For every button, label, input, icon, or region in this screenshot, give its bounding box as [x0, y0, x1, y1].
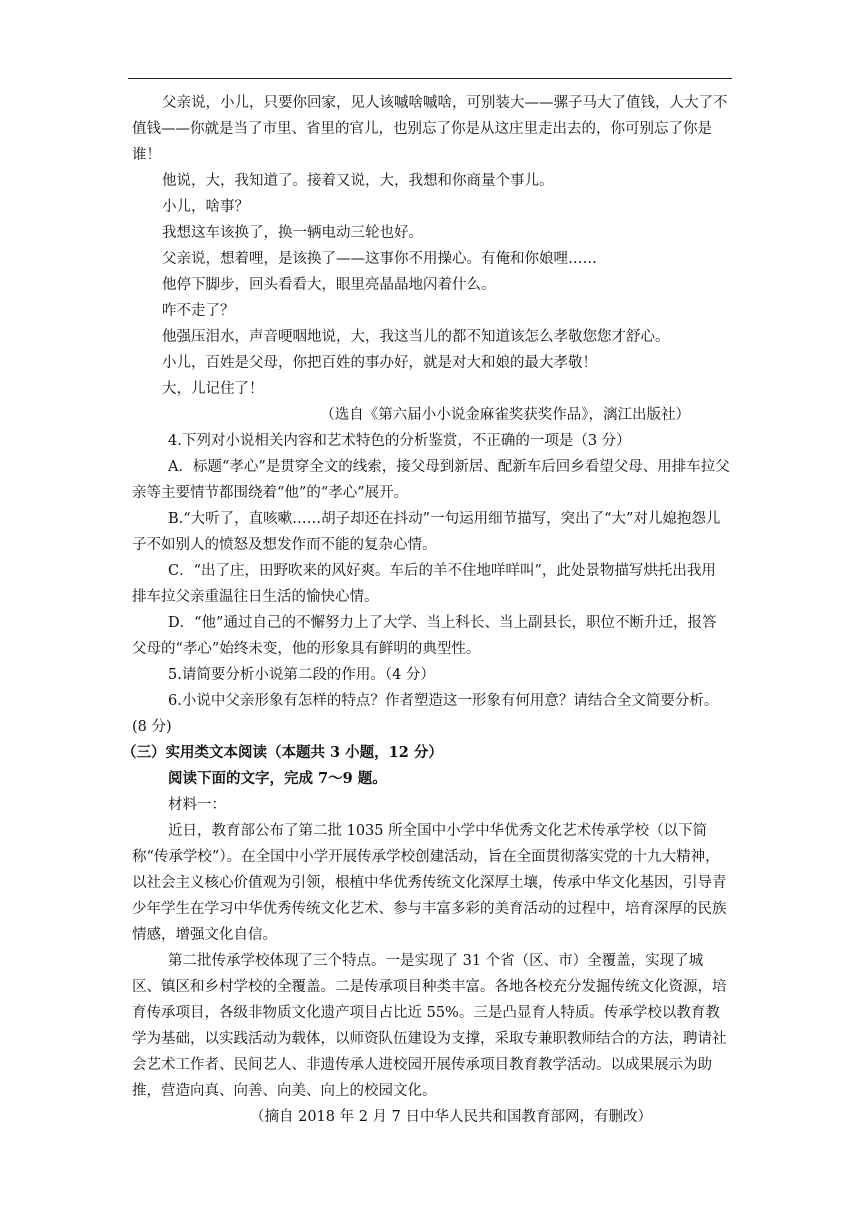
story-paragraph: 他说，大，我知道了。接着又说，大，我想和你商量个事儿。 — [162, 173, 554, 189]
question-4-option-a: A．标题“孝心”是贯穿全文的线索，接父母到新居、配新车后回乡看望父母、用排车拉父亲等主要情节都围绕着“他”的“孝心”展开。 — [132, 459, 730, 501]
story-paragraph: 小儿，百姓是父母，你把百姓的事办好，就是对大和娘的最大孝敬！ — [162, 355, 597, 371]
story-paragraph: 他停下脚步，回头看看大，眼里亮晶晶地闪着什么。 — [162, 277, 496, 293]
story-paragraph: 小儿，啥事？ — [162, 199, 249, 215]
document-page — [122, 90, 730, 1130]
material-source: （摘自 2018 年 2 月 7 日中华人民共和国教育部网，有删改） — [249, 1109, 652, 1125]
story-paragraph: 父亲说，小儿，只要你回家，见人该嘁啥嘁啥，可别装大——骡子马大了值钱，人大了不值钱——你就是当了市里、省里的官儿，也别忘了你是从这庄里走出去的，你可别忘了你是谁！ — [132, 95, 728, 163]
header-rule — [128, 78, 732, 79]
question-5: 5.请简要分析小说第二段的作用。（4 分） — [168, 667, 435, 683]
story-paragraph: 我想这车该换了，换一辆电动三轮也好。 — [162, 225, 423, 241]
question-6: 6.小说中父亲形象有怎样的特点？作者塑造这一形象有何用意？请结合全文简要分析。(8 分) — [132, 693, 719, 735]
section-3-heading: （三）实用类文本阅读（本题共 3 小题，12 分） — [122, 744, 443, 761]
question-4-stem: 4.下列对小说相关内容和艺术特色的分析鉴赏，不正确的一项是（3 分） — [168, 433, 631, 449]
story-paragraph: 大，儿记住了！ — [162, 381, 264, 397]
question-4-option-c: C．“出了庄，田野吹来的风好爽。车后的羊不住地咩咩叫”，此处景物描写烘托出我用排车拉父亲重温往日生活的愉快心情。 — [132, 563, 716, 605]
story-source: （选自《第六届小小说金麻雀奖获奖作品》，漓江出版社） — [320, 407, 690, 423]
story-paragraph: 他强压泪水，声音哽咽地说，大，我这当儿的都不知道该怎么孝敬您您才舒心。 — [162, 329, 670, 345]
material-label: 材料一： — [168, 797, 226, 813]
question-4-option-b: B.“大听了，直咳嗽……胡子却还在抖动”一句运用细节描写，突出了“大”对儿媳抱怨儿子不如别人的愤怒及想发作而不能的复杂心情。 — [132, 511, 721, 553]
section-3-instruction: 阅读下面的文字，完成 7～9 题。 — [168, 770, 387, 787]
question-4-option-d: D．“他”通过自己的不懈努力上了大学、当上科长、当上副县长，职位不断升迁，报答父母的“孝心”始终未变，他的形象具有鲜明的典型性。 — [132, 615, 717, 657]
story-paragraph: 父亲说，想着哩，是该换了——这事你不用操心。有俺和你娘哩…… — [162, 251, 597, 267]
material-paragraph: 第二批传承学校体现了三个特点。一是实现了 31 个省（区、市）全覆盖，实现了城区、镇区和乡村学校的全覆盖。二是传承项目种类丰富。各地各校充分发掘传统文化资源，培育传承项目，各级非物质文化遗产项目占比近 55%。三是凸显育人特质。传承学校以教育教学为基础，以实践活动为载体，以师资队伍建设为支撑，采取专兼职教师结合的方法，聘请社会艺术工作者、民间艺人、非遗传承人进校园开展传承项目教育教学活动。以成果展示为助推，营造向真、向善、向美、向上的校园文化。 — [132, 953, 727, 1099]
material-paragraph: 近日，教育部公布了第二批 1035 所全国中小学中华优秀文化艺术传承学校（以下简称“传承学校”）。在全国中小学开展传承学校创建活动，旨在全面贯彻落实党的十九大精神，以社会主义核心价值观为引领，根植中华优秀传统文化深厚土壤，传承中华文化基因，引导青少年学生在学习中华优秀传统文化艺术、参与丰富多彩的美育活动的过程中，培育深厚的民族情感，增强文化自信。 — [132, 823, 727, 943]
story-paragraph: 咋不走了？ — [162, 303, 235, 319]
